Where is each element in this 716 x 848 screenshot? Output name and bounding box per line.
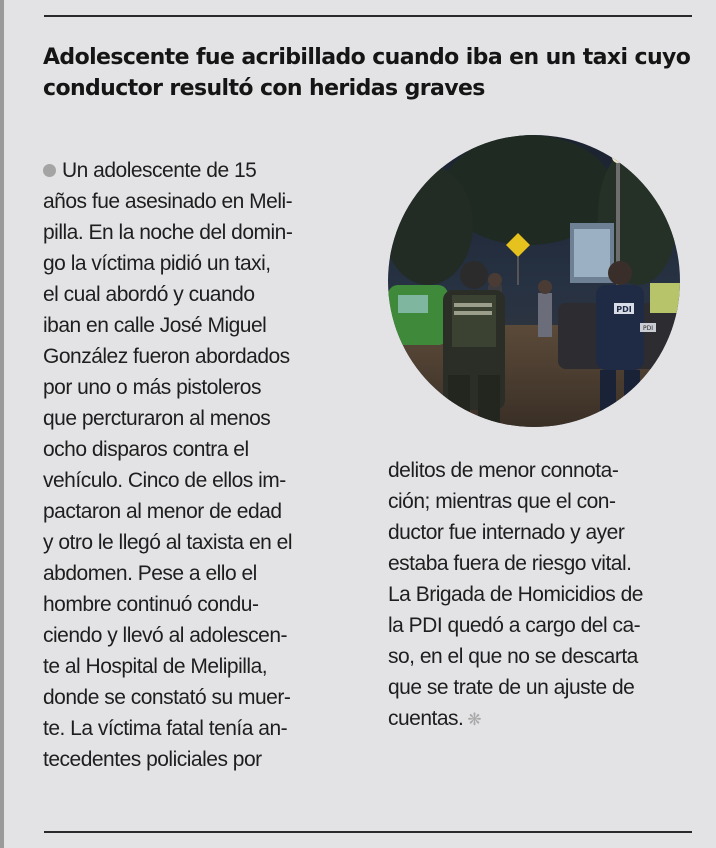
- body-line: delitos de menor connota-: [388, 459, 619, 482]
- body-line: ductor fue internado y ayer: [388, 521, 625, 544]
- body-line: pactaron al menor de edad: [43, 500, 282, 523]
- body-line: abdomen. Pese a ello el: [43, 562, 257, 585]
- body-line: el cual abordó y cuando: [43, 283, 255, 306]
- body-line: donde se constató su muer-: [43, 686, 291, 709]
- bottom-rule: [44, 831, 692, 833]
- end-mark-icon: ❋: [467, 710, 482, 729]
- top-rule: [44, 15, 692, 17]
- article-headline: Adolescente fue acribillado cuando iba en un taxi cuyo conductor resultó con heridas graves: [43, 45, 691, 101]
- photo-badge-label: PDI: [642, 325, 654, 332]
- body-line: hombre continuó condu-: [43, 593, 259, 616]
- article-body-right-column: [388, 455, 698, 735]
- body-line: ciendo y llevó al adolescen-: [43, 624, 287, 647]
- article-body-left-column: [43, 155, 363, 775]
- body-line: la PDI quedó a cargo del ca-: [388, 614, 641, 637]
- body-line: estaba fuera de riesgo vital.: [388, 552, 632, 575]
- body-line: años fue asesinado en Meli-: [43, 190, 293, 213]
- body-line: go la víctima pidió un taxi,: [43, 252, 271, 275]
- body-line: te al Hospital de Melipilla,: [43, 655, 268, 678]
- body-line: que se trate de un ajuste de: [388, 676, 635, 699]
- body-line-text: cuentas.: [388, 707, 464, 730]
- photo-vest-label: PDI: [616, 305, 632, 314]
- article-photo: [388, 135, 680, 427]
- body-line: pilla. En la noche del domin-: [43, 221, 293, 244]
- body-line: González fueron abordados: [43, 345, 290, 368]
- page-left-edge: [0, 0, 4, 848]
- body-line: so, en el que no se descarta: [388, 645, 638, 668]
- bullet-icon: [43, 164, 56, 177]
- body-line: [43, 155, 363, 186]
- body-line: iban en calle José Miguel: [43, 314, 267, 337]
- body-line: y otro le llegó al taxista en el: [43, 531, 292, 554]
- body-line: que percturaron al menos: [43, 407, 271, 430]
- body-line: [388, 703, 698, 735]
- body-line: tecedentes policiales por: [43, 748, 262, 771]
- body-line: La Brigada de Homicidios de: [388, 583, 643, 606]
- body-line: vehículo. Cinco de ellos im-: [43, 469, 286, 492]
- body-line: te. La víctima fatal tenía an-: [43, 717, 288, 740]
- body-line: por uno o más pistoleros: [43, 376, 261, 399]
- body-line: ocho disparos contra el: [43, 438, 249, 461]
- body-line-text: Un adolescente de 15: [62, 159, 257, 182]
- body-line: ción; mientras que el con-: [388, 490, 616, 513]
